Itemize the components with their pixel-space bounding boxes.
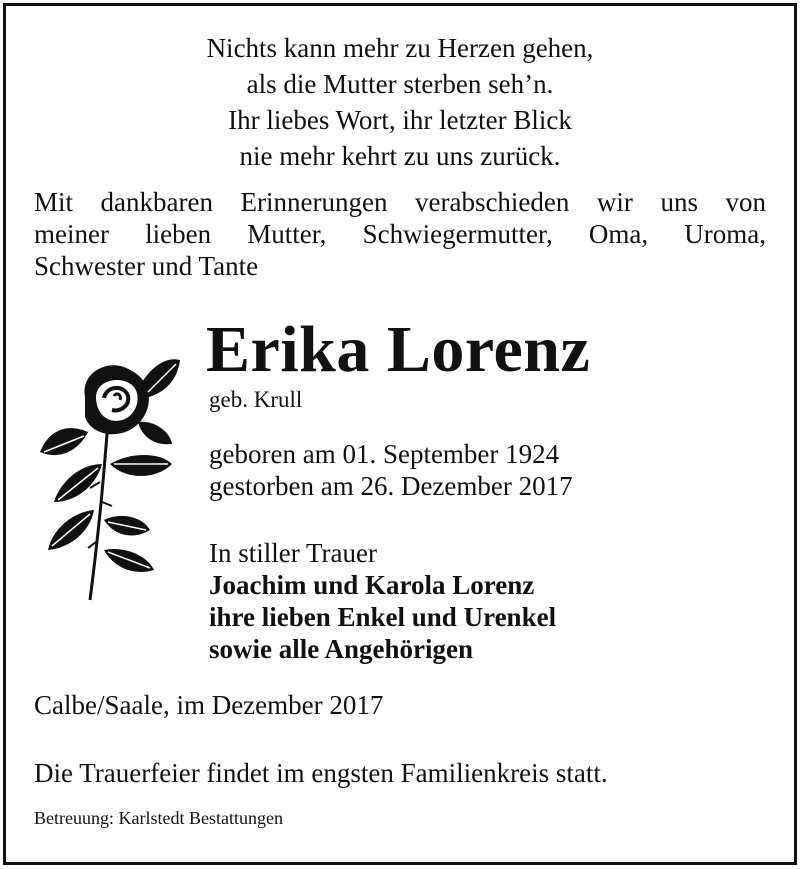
poem-line: Ihr liebes Wort, ihr letzter Blick — [228, 105, 572, 135]
intro-line: Schwester und Tante — [34, 251, 259, 281]
funeral-home-note: Betreuung: Karlstedt Bestattungen — [34, 808, 283, 828]
death-date: gestorben am 26. Dezember 2017 — [209, 471, 573, 501]
mourner-name: Joachim und Karola Lorenz — [209, 570, 535, 600]
mourning-lead: In stiller Trauer — [209, 538, 377, 568]
intro-line: meiner lieben Mutter, Schwiegermutter, Oma, Uroma, — [34, 219, 766, 249]
rose-icon — [30, 352, 190, 604]
mourners-block — [209, 537, 556, 665]
life-dates — [209, 438, 573, 502]
memorial-poem — [0, 30, 800, 174]
service-note: Die Trauerfeier findet im engsten Familienkreis statt. — [34, 758, 608, 788]
mourner-name: sowie alle Angehörigen — [209, 634, 473, 664]
poem-line: als die Mutter sterben seh’n. — [246, 69, 554, 99]
birth-date: geboren am 01. September 1924 — [209, 439, 560, 469]
mourner-name: ihre lieben Enkel und Urenkel — [209, 602, 557, 632]
deceased-name: Erika Lorenz — [206, 313, 591, 386]
maiden-name: geb. Krull — [209, 387, 303, 412]
place-date: Calbe/Saale, im Dezember 2017 — [34, 690, 384, 720]
poem-line: nie mehr kehrt zu uns zurück. — [239, 141, 561, 171]
intro-line: Mit dankbaren Erinnerungen verabschieden wir uns von — [34, 187, 766, 217]
poem-line: Nichts kann mehr zu Herzen gehen, — [206, 33, 594, 63]
intro-text — [34, 186, 766, 282]
